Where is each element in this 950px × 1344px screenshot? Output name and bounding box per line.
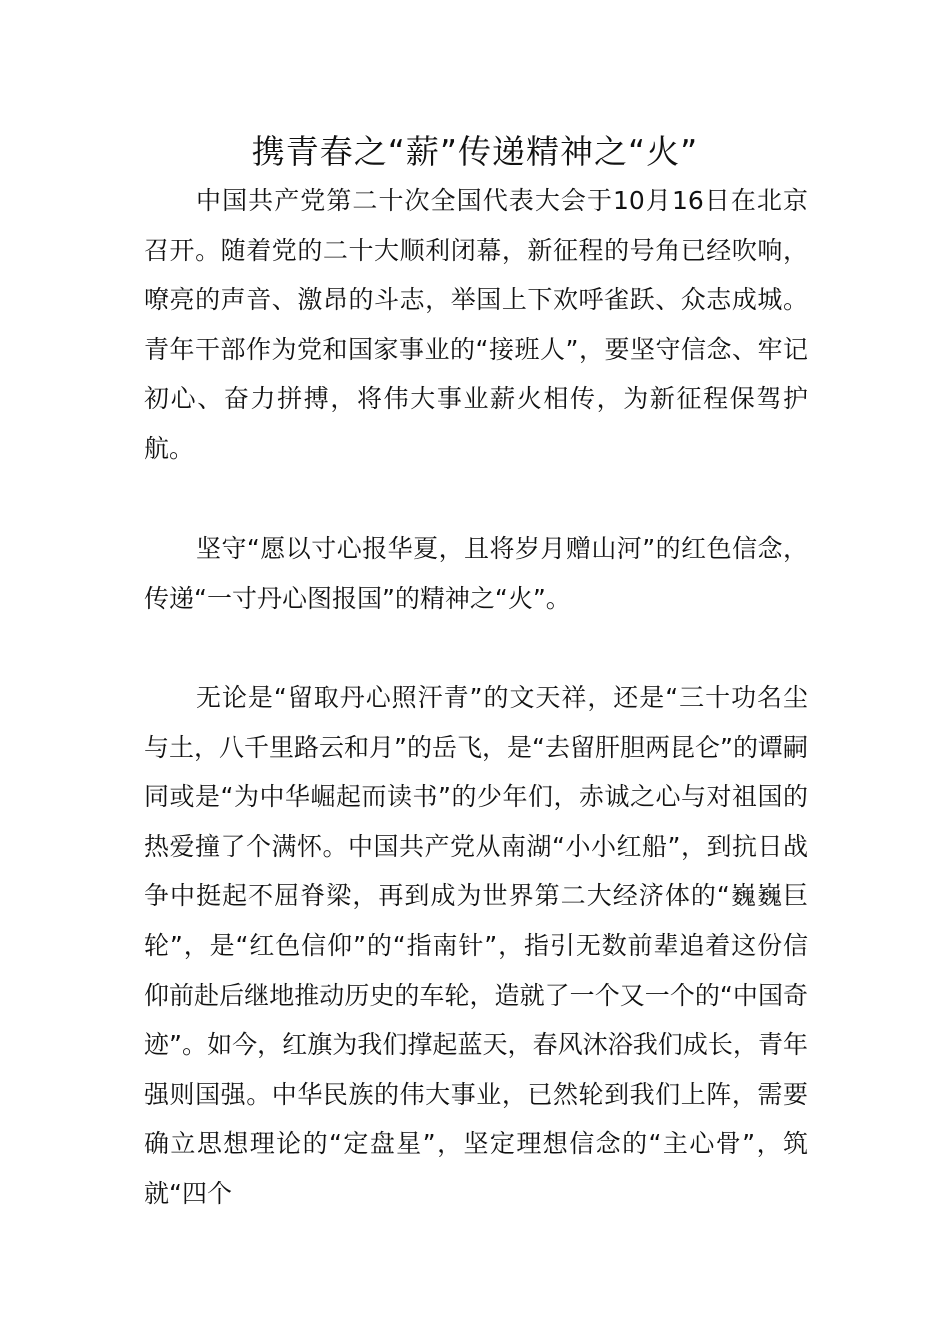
paragraph-3: 无论是“留取丹心照汗青”的文天祥，还是“三十功名尘与土，八千里路云和月”的岳飞，是“去留肝胆两昆仑”的谭嗣同或是“为中华崛起而读书”的少年们，赤诚之心与对祖国的热爱撞了个满怀。中国共产党从南湖“小小红船”，到抗日战争中挺起不屈脊梁，再到成为世界第二大经济体的“巍巍巨轮”，是“红色信仰”的“指南针”，指引无数前辈追着这份信仰前赴后继地推动历史的车轮，造就了一个又一个的“中国奇迹”。如今，红旗为我们撑起蓝天，春风沐浴我们成长，青年强则国强。中华民族的伟大事业，已然轮到我们上阵，需要确立思想理论的“定盘星”，坚定理想信念的“主心骨”，筑就“四个 [144,683,808,1208]
paragraph-2: 坚守“愿以寸心报华夏，且将岁月赠山河”的红色信念，传递“一寸丹心图报国”的精神之“火”。 [144,534,808,613]
paragraph-1: 中国共产党第二十次全国代表大会于10月16日在北京召开。随着党的二十大顺利闭幕，新征程的号角已经吹响，嘹亮的声音、激昂的斗志，举国上下欢呼雀跃、众志成城。青年干部作为党和国家事业的“接班人”，要坚守信念、牢记初心、奋力拼搏，将伟大事业薪火相传，为新征程保驾护航。 [144,186,808,463]
document-title: 携青春之“薪”传递精神之“火” [251,132,699,171]
